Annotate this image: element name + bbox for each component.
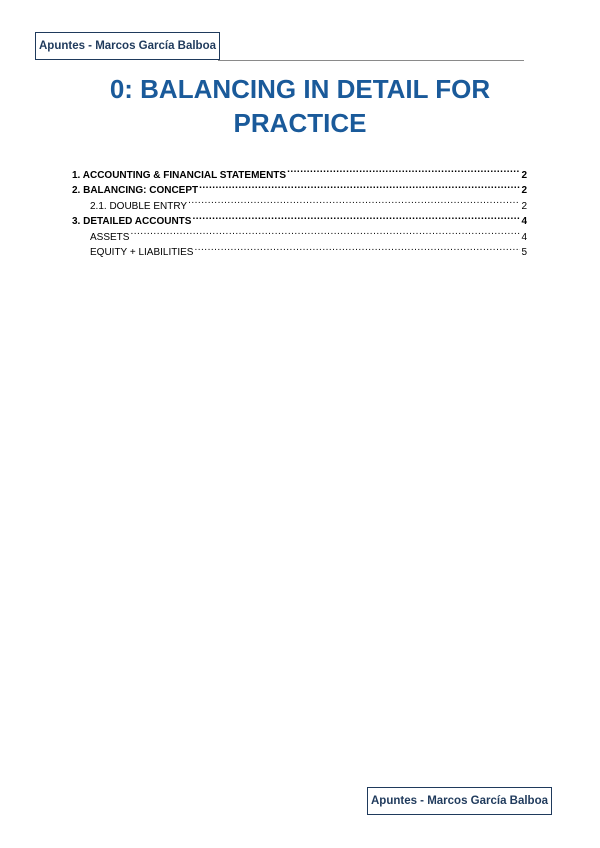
page-title — [60, 72, 540, 140]
toc-entry-assets[interactable] — [72, 224, 527, 243]
toc-entry-label: 1. ACCOUNTING & FINANCIAL STATEMENTS — [72, 169, 287, 181]
toc-entry-label: EQUITY + LIABILITIES — [90, 247, 194, 258]
toc-entry-label: ASSETS — [90, 231, 130, 243]
toc-entry-label: 2. BALANCING: CONCEPT — [72, 185, 199, 196]
footer-badge-text: Apuntes - Marcos García Balboa — [370, 795, 549, 807]
header-badge-text: Apuntes - Marcos García Balboa — [38, 40, 217, 52]
page-title-line-2: PRACTICE — [233, 108, 367, 138]
toc-entry-page: 2 — [521, 169, 527, 181]
toc-entry-page: 2 — [521, 185, 527, 196]
toc-dot-leader — [192, 209, 520, 225]
toc-entry-page: 4 — [521, 231, 527, 243]
toc-entry-page: 5 — [521, 247, 527, 258]
toc-entry-page: 4 — [521, 216, 527, 227]
header-badge — [35, 32, 220, 60]
toc-dot-leader — [287, 162, 520, 178]
toc-entry-label: 3. DETAILED ACCOUNTS — [72, 216, 192, 227]
page-title-line-1: 0: BALANCING IN DETAIL FOR — [109, 74, 491, 104]
header-divider — [218, 60, 524, 61]
toc-dot-leader — [130, 224, 520, 240]
toc-entry-accounting[interactable] — [72, 162, 527, 181]
toc-dot-leader — [199, 178, 520, 194]
table-of-contents — [72, 162, 527, 258]
toc-entry-equity-liabilities[interactable] — [72, 240, 527, 256]
footer-badge — [367, 787, 552, 815]
toc-dot-leader — [194, 240, 520, 256]
toc-dot-leader — [188, 193, 520, 209]
toc-entry-page: 2 — [521, 200, 527, 212]
toc-entry-label: 2.1. DOUBLE ENTRY — [90, 200, 188, 212]
